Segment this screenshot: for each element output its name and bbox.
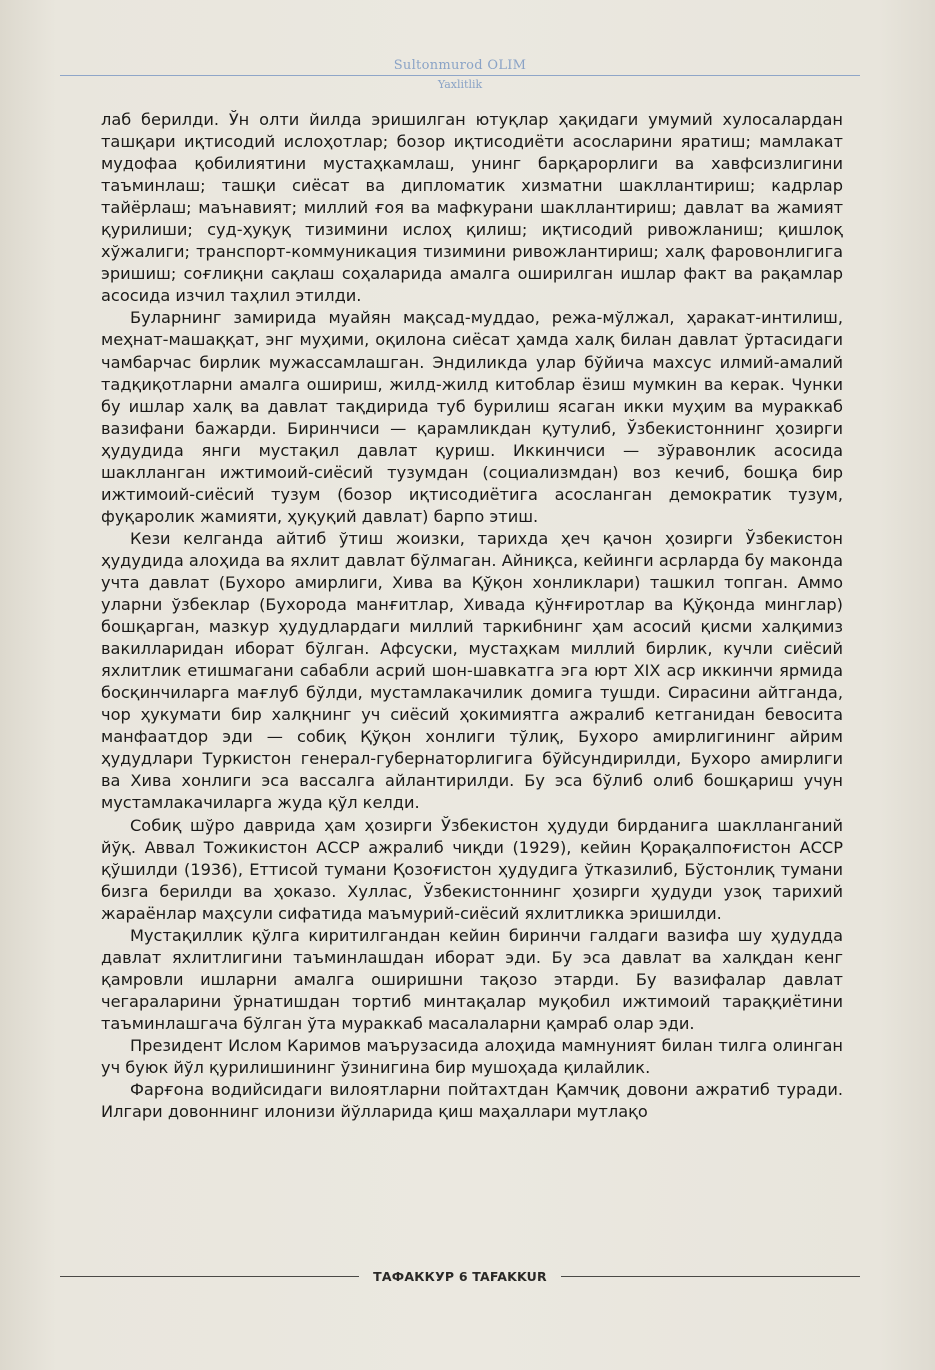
paragraph-1: лаб берилди. Ўн олти йилда эришилган ютуқлар ҳақидаги умумий хулосалардан ташқари иқтисодий ислоҳотлар; бозор иқтисодиёти асосларини яратиш; мамлакат мудофаа қобилиятини мустаҳкамлаш, унинг барқарорлиги ва хавфсизлигини таъминлаш; ташқи сиёсат ва дипломатик хизматни шакллантириш; кадрлар тайёрлаш; маънавият; миллий ғоя ва мафкурани шакллантириш; давлат ва жамият қурилиши; суд-ҳуқуқ тизимини ислоҳ қилиш; иқтисодий ривожланиш; қишлоқ хўжалиги; транспорт-коммуникация тизимини ривожлантириш; халқ фаровонлигига эришиш; соғлиқни сақлаш соҳаларида амалга оширилган ишлар факт ва рақамлар асосида изчил таҳлил этилди. xyxy=(101,110,843,306)
header-section: Yaxlitlik xyxy=(437,78,483,91)
paragraph-4: Собиқ шўро даврида ҳам ҳозирги Ўзбекистон ҳудуди бирданига шаклланганий йўқ. Аввал Тожикистон АССР ажралиб чиқди (1929), кейин Қорақалпоғистон АССР қўшилди (1936), Еттисой тумани Қозоғистон ҳудудига ўтказилиб, Бўстонлиқ тумани бизга берилди ва ҳоказо. Хуллас, Ўзбекистоннинг ҳозирги ҳудуди узоқ тарихий жараёнлар маҳсули сифатида маъмурий-сиёсий яхлитликка эришилди. xyxy=(101,815,843,923)
page-footer xyxy=(60,1266,860,1286)
footer-label: ТАФАККУР 6 TAFAKKUR xyxy=(373,1268,547,1284)
paragraph-3: Кези келганда айтиб ўтиш жоизки, тарихда ҳеч қачон ҳозирги Ўзбекистон ҳудудида алоҳида ва яхлит давлат бўлмаган. Айниқса, кейинги асрларда бу маконда учта давлат (Бухоро амирлиги, Хива ва Қўқон хонликлари) ташкил топган. Аммо уларни ўзбеклар (Бухорода манғитлар, Хивада қўнғиротлар ва Қўқонда минглар) бошқарган, мазкур ҳудудлардаги миллий таркибнинг ҳам асосий қисми халқимиз вакилларидан иборат бўлган. Афсуски, мустаҳкам миллий бирлик, кучли сиёсий яхлитлик етишмагани сабабли асрий шон-шавкатга эга юрт XIX аср иккинчи ярмида босқинчиларга мағлуб бўлди, мустамлакачилик домига тушди. Сирасини айтганда, чор ҳукумати бир халқнинг уч сиёсий ҳокимиятга ажралиб кетганидан бевосита манфаатдор эди — собиқ Қўқон хонлиги тўлиқ, Бухоро амирлигининг айрим ҳудудлари Туркистон генерал-губернаторлигига бўйсундирилди, Бухоро амирлиги ва Хива хонлиги эса вассалга айлантирилди. Бу эса бўлиб олиб бошқариш учун мустамлакачиларга жуда қўл келди. xyxy=(101,528,843,813)
paragraph-6: Президент Ислом Каримов маърузасида алоҳида мамнуният билан тилга олинган уч буюк йўл қурилишининг ўзинигина бир мушоҳада қилайлик. xyxy=(101,1035,843,1078)
footer-rule-left xyxy=(60,1276,359,1277)
paragraph-5: Мустақиллик қўлга киритилгандан кейин биринчи галдаги вазифа шу ҳудудда давлат яхлитлигини таъминлашдан иборат эди. Бу эса давлат ва халқдан кенг қамровли ишларни амалга оширишни тақозо этарди. Бу вазифалар давлат чегараларини ўрнатишдан тортиб минтақалар муқобил ижтимоий тараққиётини таъминлашгача бўлган ўта мураккаб масалаларни қамраб олар эди. xyxy=(101,925,843,1033)
footer-rule-right xyxy=(561,1276,860,1277)
header-rule xyxy=(60,75,860,76)
article-body xyxy=(101,109,843,1123)
paragraph-2: Буларнинг замирида муайян мақсад-муддао, режа-мўлжал, ҳаракат-интилиш, меҳнат-машаққат, энг муҳими, оқилона сиёсат ҳамда халқ билан давлат ўртасидаги чамбарчас бирлик мужассамлашган. Эндиликда улар бўйича махсус илмий-амалий тадқиқотларни амалга ошириш, жилд-жилд китоблар ёзиш мумкин ва керак. Чунки бу ишлар халқ ва давлат тақдирида туб бурилиш ясаган икки муҳим ва мураккаб вазифани бажарди. Биринчиси — қарамликдан қутулиб, Ўзбекистоннинг ҳозирги ҳудудида янги мустақил давлат қуриш. Иккинчиси — зўравонлик асосида шаклланган ижтимоий-сиёсий тузумдан (социализмдан) воз кечиб, бошқа бир ижтимоий-сиёсий тузум (бозор иқтисодиётига асосланган демократик тузум, фуқаролик жамияти, ҳуқуқий давлат) барпо этиш. xyxy=(101,308,843,526)
header-author: Sultonmurod OLIM xyxy=(393,58,527,73)
running-head xyxy=(60,58,860,91)
paragraph-7: Фарғона водийсидаги вилоятларни пойтахтдан Қамчиқ довони ажратиб туради. Илгари довоннинг илонизи йўлларида қиш маҳаллари мутлақо xyxy=(101,1080,843,1122)
